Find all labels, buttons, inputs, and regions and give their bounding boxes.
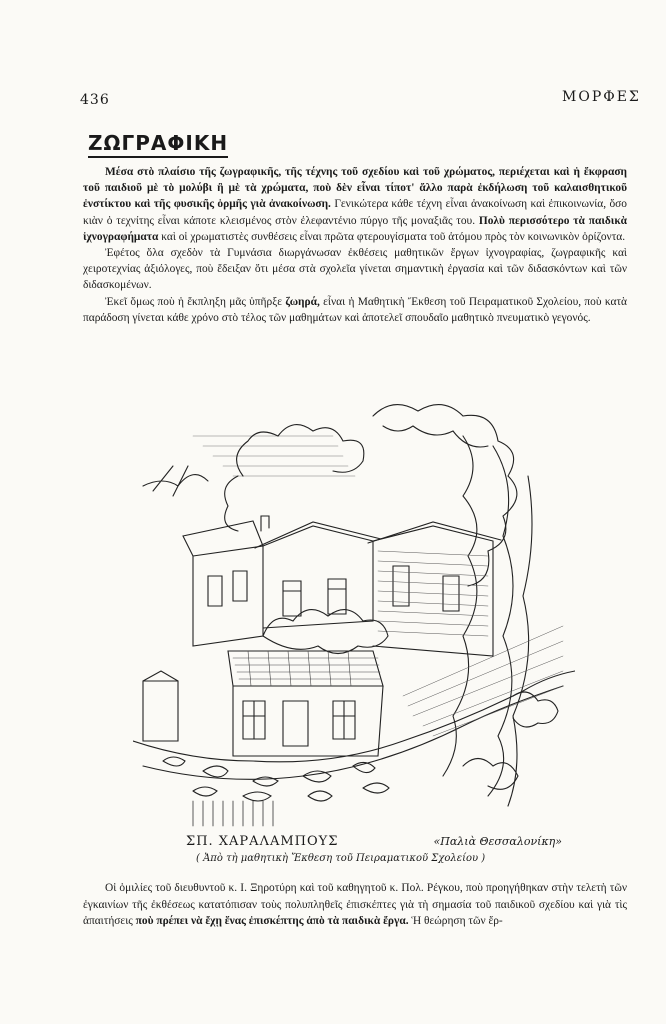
paragraph-4-emphasis: ποὺ πρέπει νὰ ἔχῃ ἕνας ἐπισκέπτης ἀπὸ τὰ παιδικὰ ἔργα. [135, 915, 409, 927]
paragraph-4-end: Ἡ θεώρηση τῶν ἔρ- [408, 915, 503, 927]
page-number: 436 [80, 92, 110, 108]
caption-title: «Παλιὰ Θεσσαλονίκη» [433, 835, 562, 848]
paragraph-3-end: εἶναι ἡ Μαθητικὴ Ἔκθεση τοῦ Πειραματικοῦ Σχολείου, ποὺ κατὰ παράδοση γίνεται κάθε χρόνο στὸ τέλος τῶν μαθημάτων καὶ ἀποτελεῖ σπουδαῖο μαθητικὸ πνευματικὸ γεγονός. [83, 295, 627, 324]
caption-source: ( Ἀπὸ τὴ μαθητικὴ Ἔκθεση τοῦ Πειραματικοῦ Σχολείου ) [196, 853, 486, 864]
paragraph-3 [83, 294, 627, 326]
figure-caption [186, 834, 566, 852]
article-continuation [83, 880, 627, 930]
running-head: ΜΟΡΦΕΣ [562, 89, 641, 105]
paragraph-1 [83, 164, 627, 245]
caption-artist: ΣΠ. ΧΑΡΑΛΑΜΠΟΥΣ [186, 834, 339, 849]
paragraph-4-start: Οἱ ὁμιλίες τοῦ διευθυντοῦ κ. Ι. Ξηροτύρη καὶ τοῦ καθηγητοῦ κ. Πολ. Ρέγκου, ποὺ προηγήθηκαν στὴν τελετὴ τῶν ἐγκαινίων τῆς ἐκθέσεως κατατόπισαν τοὺς πολυπληθεῖς ἐπισκέπτες γιὰ τὴ σημασία τοῦ παιδικοῦ σχεδίου καὶ γιὰ τὶς ἀπαιτήσεις [83, 882, 627, 927]
paragraph-1-text: Γενικώτερα κάθε τέχνη εἶναι ἀνακοίνωση καὶ ἐπικοινωνία, ὅσο κιὰν ὁ τεχνίτης εἶναι κάποτε κλεισμένος στὸν ἐλεφαντένιο πύργο τῆς μοναξιᾶς του. [83, 198, 627, 227]
paragraph-3-emphasis: ζωηρά, [285, 295, 320, 308]
paragraph-3-start: Ἐκεῖ ὅμως ποὺ ἡ ἔκπληξη μᾶς ὑπῆρξε [105, 295, 286, 308]
paragraph-2: Ἐφέτος ὅλα σχεδὸν τὰ Γυμνάσια διωργάνωσαν ἐκθέσεις μαθητικῶν ἔργων ἰχνογραφίας, ζωγραφικῆς καὶ χειροτεχνίας ἀξιόλογες, ποὺ ἔδειξαν ὅτι μέσα στὰ σχολεῖα γίνεται σημαντικὴ ἐργασία καὶ τῶν διδασκόντων καὶ τῶν διδασκομένων. [83, 247, 627, 292]
sketch-illustration [133, 396, 575, 828]
paragraph-1-emphasis: Πολὺ περισσότερο τὰ παιδικὰ ἰχνογραφήματα [83, 214, 627, 243]
paragraph-1-lead: Μέσα στὸ πλαίσιο τῆς ζωγραφικῆς, τῆς τέχνης τοῦ σχεδίου καὶ τοῦ χρώματος, περιέχεται καὶ ἡ ἔκφραση τοῦ παιδιοῦ μὲ τὸ μολύβι ἢ μὲ τὰ χρώματα, ποὺ δὲν εἶναι τίποτ' ἄλλο παρὰ ἐκδήλωση τοῦ καλαισθητικοῦ ἐνστίκτου καὶ τῆς φυσικῆς ὁρμῆς γιὰ ἀνακοίνωση. [83, 166, 627, 211]
article-body [83, 164, 627, 326]
paragraph-4 [83, 880, 627, 930]
paragraph-1-end: καὶ οἱ χρωματιστὲς συνθέσεις εἶναι πρῶτα φτερουγίσματα τοῦ ἀτόμου πρὸς τὸν κοινωνικὸν ὁρίζοντα. [158, 230, 626, 243]
section-title: ΖΩΓΡΑΦΙΚΗ [88, 131, 228, 158]
